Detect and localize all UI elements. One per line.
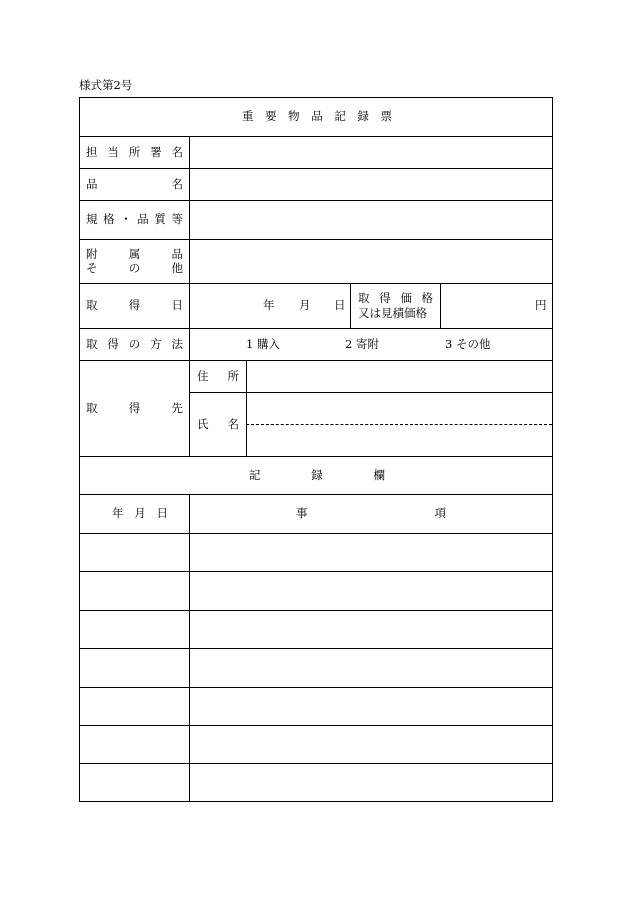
record-row-3[interactable] [80,611,552,648]
record-form [79,97,553,802]
specification-field[interactable] [190,201,552,239]
record-row-4[interactable] [80,649,552,687]
row-divider [80,328,552,329]
name-label: 氏 名 [197,417,239,431]
price-unit: 円 [535,298,547,312]
row-divider [80,494,552,495]
item-name-field[interactable] [190,169,552,200]
record-row-1[interactable] [80,534,552,571]
record-row-5[interactable] [80,688,552,725]
record-row-6[interactable] [80,726,552,763]
date-day-unit: 日 [334,298,346,312]
department-field[interactable] [190,137,552,168]
method-option-donation[interactable]: 2 寄附 [345,337,379,351]
form-title: 重 要 物 品 記 録 票 [242,109,392,123]
method-option-other[interactable]: 3 その他 [445,337,491,351]
specification-label: 規 格 ・ 品 質 等 [86,212,183,226]
record-row-7[interactable] [80,764,552,801]
records-section-title: 記 録 欄 [249,468,385,482]
date-year-unit: 年 [263,298,275,312]
form-number: 様式第2号 [79,78,133,92]
row-divider [80,456,552,457]
item-name-label: 品 名 [86,177,183,191]
address-label: 住 所 [197,369,239,383]
acquisition-date-label: 取 得 日 [86,298,183,312]
records-matter-header: 事 項 [296,506,446,520]
records-date-header: 年 月 日 [112,506,168,520]
department-label: 担 当 所 署 名 [86,145,183,159]
acquisition-method-label: 取 得 の 方 法 [86,337,183,351]
accessories-label-line1: 附 属 品 [86,247,183,261]
accessories-field[interactable] [190,240,552,283]
price-label-line1: 取 得 価 格 [358,291,433,305]
method-option-purchase[interactable]: 1 購入 [246,337,280,351]
price-label-line2: 又は見積価格 [358,306,427,320]
source-label: 取 得 先 [86,401,183,415]
accessories-label-line2: そ の 他 [86,261,183,275]
address-field[interactable] [247,361,552,392]
source-name-field[interactable] [247,393,552,456]
date-month-unit: 月 [299,298,311,312]
price-label-divider-left [350,283,351,328]
record-row-2[interactable] [80,572,552,610]
